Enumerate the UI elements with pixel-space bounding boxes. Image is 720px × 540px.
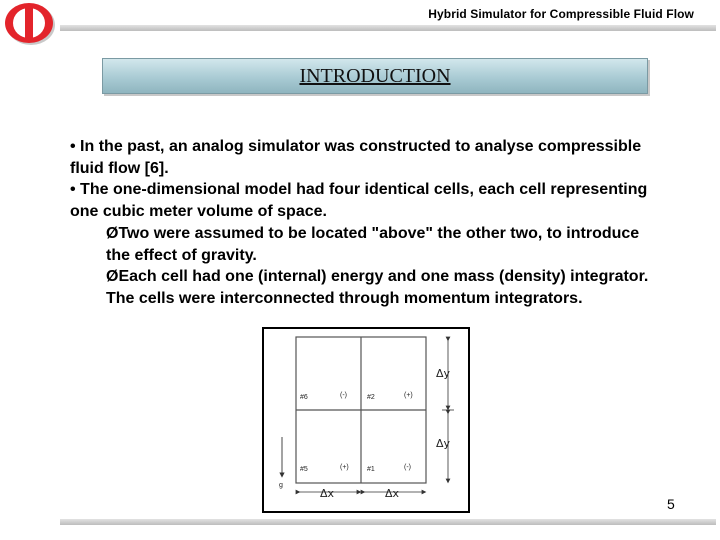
sub-point-1 bbox=[70, 223, 660, 266]
header-divider bbox=[60, 25, 716, 31]
cell-2-id: #2 bbox=[367, 394, 375, 401]
bullet-point-1: • In the past, an analog simulator was constructed to analyse compressible fluid flow [6]. bbox=[70, 138, 642, 177]
cell-1-id: #1 bbox=[367, 466, 375, 473]
slide-title: INTRODUCTION bbox=[299, 64, 451, 87]
cell-6-sign: (-) bbox=[340, 392, 347, 399]
gravity-label: g bbox=[279, 482, 283, 489]
slide-body bbox=[70, 136, 660, 310]
bullet-point-2: • The one-dimensional model had four identical cells, each cell representing one cubic meter volume of space. bbox=[70, 181, 648, 221]
sub-point-1-text: Two were assumed to be located "above" the other two, to introduce the effect of gravity. bbox=[106, 224, 640, 264]
arrow-bullet-icon: Ø bbox=[106, 268, 119, 286]
footer-divider bbox=[60, 519, 716, 525]
sub-point-2 bbox=[70, 266, 660, 309]
university-logo bbox=[4, 2, 58, 48]
page-number: 5 bbox=[667, 496, 675, 512]
arrow-bullet-icon: Ø bbox=[106, 224, 119, 242]
cell-5-id: #5 bbox=[300, 466, 308, 473]
dx-label-left: Δx bbox=[320, 487, 335, 500]
dy-label-top: Δy bbox=[436, 367, 451, 380]
presentation-title: Hybrid Simulator for Compressible Fluid Flow bbox=[428, 7, 694, 21]
cell-2-sign: (+) bbox=[404, 392, 413, 399]
cell-1-sign: (-) bbox=[404, 464, 411, 471]
four-cell-diagram bbox=[262, 327, 470, 513]
dx-label-right: Δx bbox=[385, 487, 400, 500]
cell-6-id: #6 bbox=[300, 394, 308, 401]
cell-5-sign: (+) bbox=[340, 464, 349, 471]
dy-label-bottom: Δy bbox=[436, 437, 451, 450]
sub-point-2-text: Each cell had one (internal) energy and one mass (density) integrator. The cells were interconnected through momentum integrators. bbox=[106, 268, 649, 307]
slide-title-bar bbox=[102, 58, 648, 94]
cell-grid-figure bbox=[264, 329, 468, 511]
